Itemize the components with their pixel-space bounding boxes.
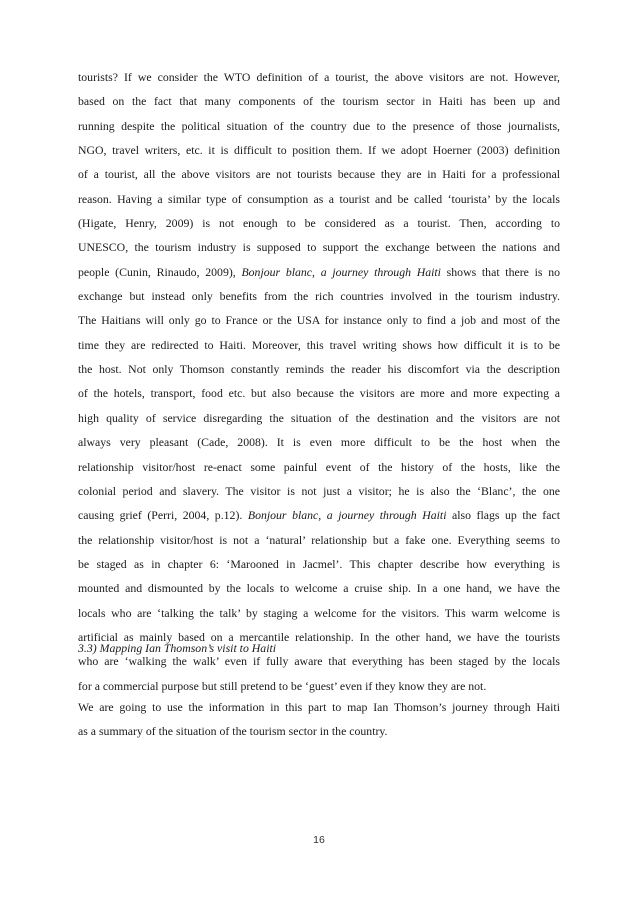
text-line: reason. Having a similar type of consumption as a tourist and be called ‘tourista’ by the locals	[78, 191, 560, 206]
text-line: the host. Not only Thomson constantly reminds the reader his discomfort via the description	[78, 362, 560, 377]
paragraph-2	[78, 695, 560, 744]
text-line: tourists? If we consider the WTO definition of a tourist, the above visitors are not. However,	[78, 70, 560, 84]
text-line: the relationship visitor/host is not a ‘natural’ relationship but a fake one. Everything seems to	[78, 532, 560, 547]
book-title: Bonjour blanc, a journey through Haiti	[247, 508, 447, 523]
text-segment: shows that there is no	[440, 264, 560, 279]
text-line: for a commercial purpose but still pretend to be ‘guest’ even if they know they are not.	[78, 678, 487, 693]
text-line: UNESCO, the tourism industry is supposed to support the exchange between the nations and	[78, 240, 560, 255]
text-line-with-title	[78, 503, 560, 527]
text-line: be staged as in chapter 6: ‘Marooned in Jacmel’. This chapter describe how everything is	[78, 556, 560, 571]
text-line: of a tourist, all the above visitors are not tourists because they are in Haiti for a professional	[78, 167, 560, 182]
text-line: running despite the political situation of the country due to the presence of those journalists,	[78, 118, 560, 133]
text-line: high quality of service disregarding the situation of the destination and the visitors are not	[78, 410, 560, 425]
text-line: (Higate, Henry, 2009) is not enough to be considered as a tourist. Then, according to	[78, 216, 560, 231]
text-line: always very pleasant (Cade, 2008). It is even more difficult to be the host when the	[78, 435, 560, 450]
text-line: time they are redirected to Haiti. Moreover, this travel writing shows how difficult it is to be	[78, 337, 560, 352]
text-line: as a summary of the situation of the tourism sector in the country.	[78, 724, 388, 739]
text-line: who are ‘walking the walk’ even if fully aware that everything has been staged by the locals	[78, 654, 560, 669]
text-segment: causing grief (Perri, 2004, p.12).	[78, 508, 248, 523]
book-title: Bonjour blanc, a journey through Haiti	[241, 264, 441, 279]
text-line: colonial period and slavery. The visitor is not just a visitor; he is also the ‘Blanc’, the one	[78, 483, 560, 498]
text-line: mounted and dismounted by the locals to welcome a cruise ship. In a one hand, we have the	[78, 581, 560, 596]
text-line: The Haitians will only go to France or the USA for instance only to find a job and most of the	[78, 313, 560, 328]
paragraph-1	[78, 65, 560, 698]
text-line: NGO, travel writers, etc. it is difficult to position them. If we adopt Hoerner (2003) definition	[78, 143, 560, 158]
body-text	[78, 65, 560, 739]
text-line: of the hotels, transport, food etc. but also because the visitors are more and more expecting a	[78, 386, 560, 401]
text-line: locals who are ‘talking the talk’ by staging a welcome for the visitors. This warm welcome is	[78, 605, 560, 620]
text-line-with-title	[78, 260, 560, 284]
text-line: based on the fact that many components of the tourism sector in Haiti has been up and	[78, 94, 560, 109]
text-segment: also flags up the fact	[446, 508, 560, 523]
section-heading: 3.3) Mapping Ian Thomson’s visit to Haiti	[78, 641, 277, 655]
text-line: relationship visitor/host re-enact some painful event of the history of the hosts, like the	[78, 459, 560, 474]
text-line: artificial as mainly based on a mercantile relationship. In the other hand, we have the tourists	[78, 629, 560, 644]
text-line: We are going to use the information in this part to map Ian Thomson’s journey through Haiti	[78, 700, 560, 714]
text-line: exchange but instead only benefits from the rich countries involved in the tourism industry.	[78, 289, 560, 304]
page-number: 16	[313, 834, 325, 846]
text-segment: people (Cunin, Rinaudo, 2009),	[78, 264, 242, 279]
